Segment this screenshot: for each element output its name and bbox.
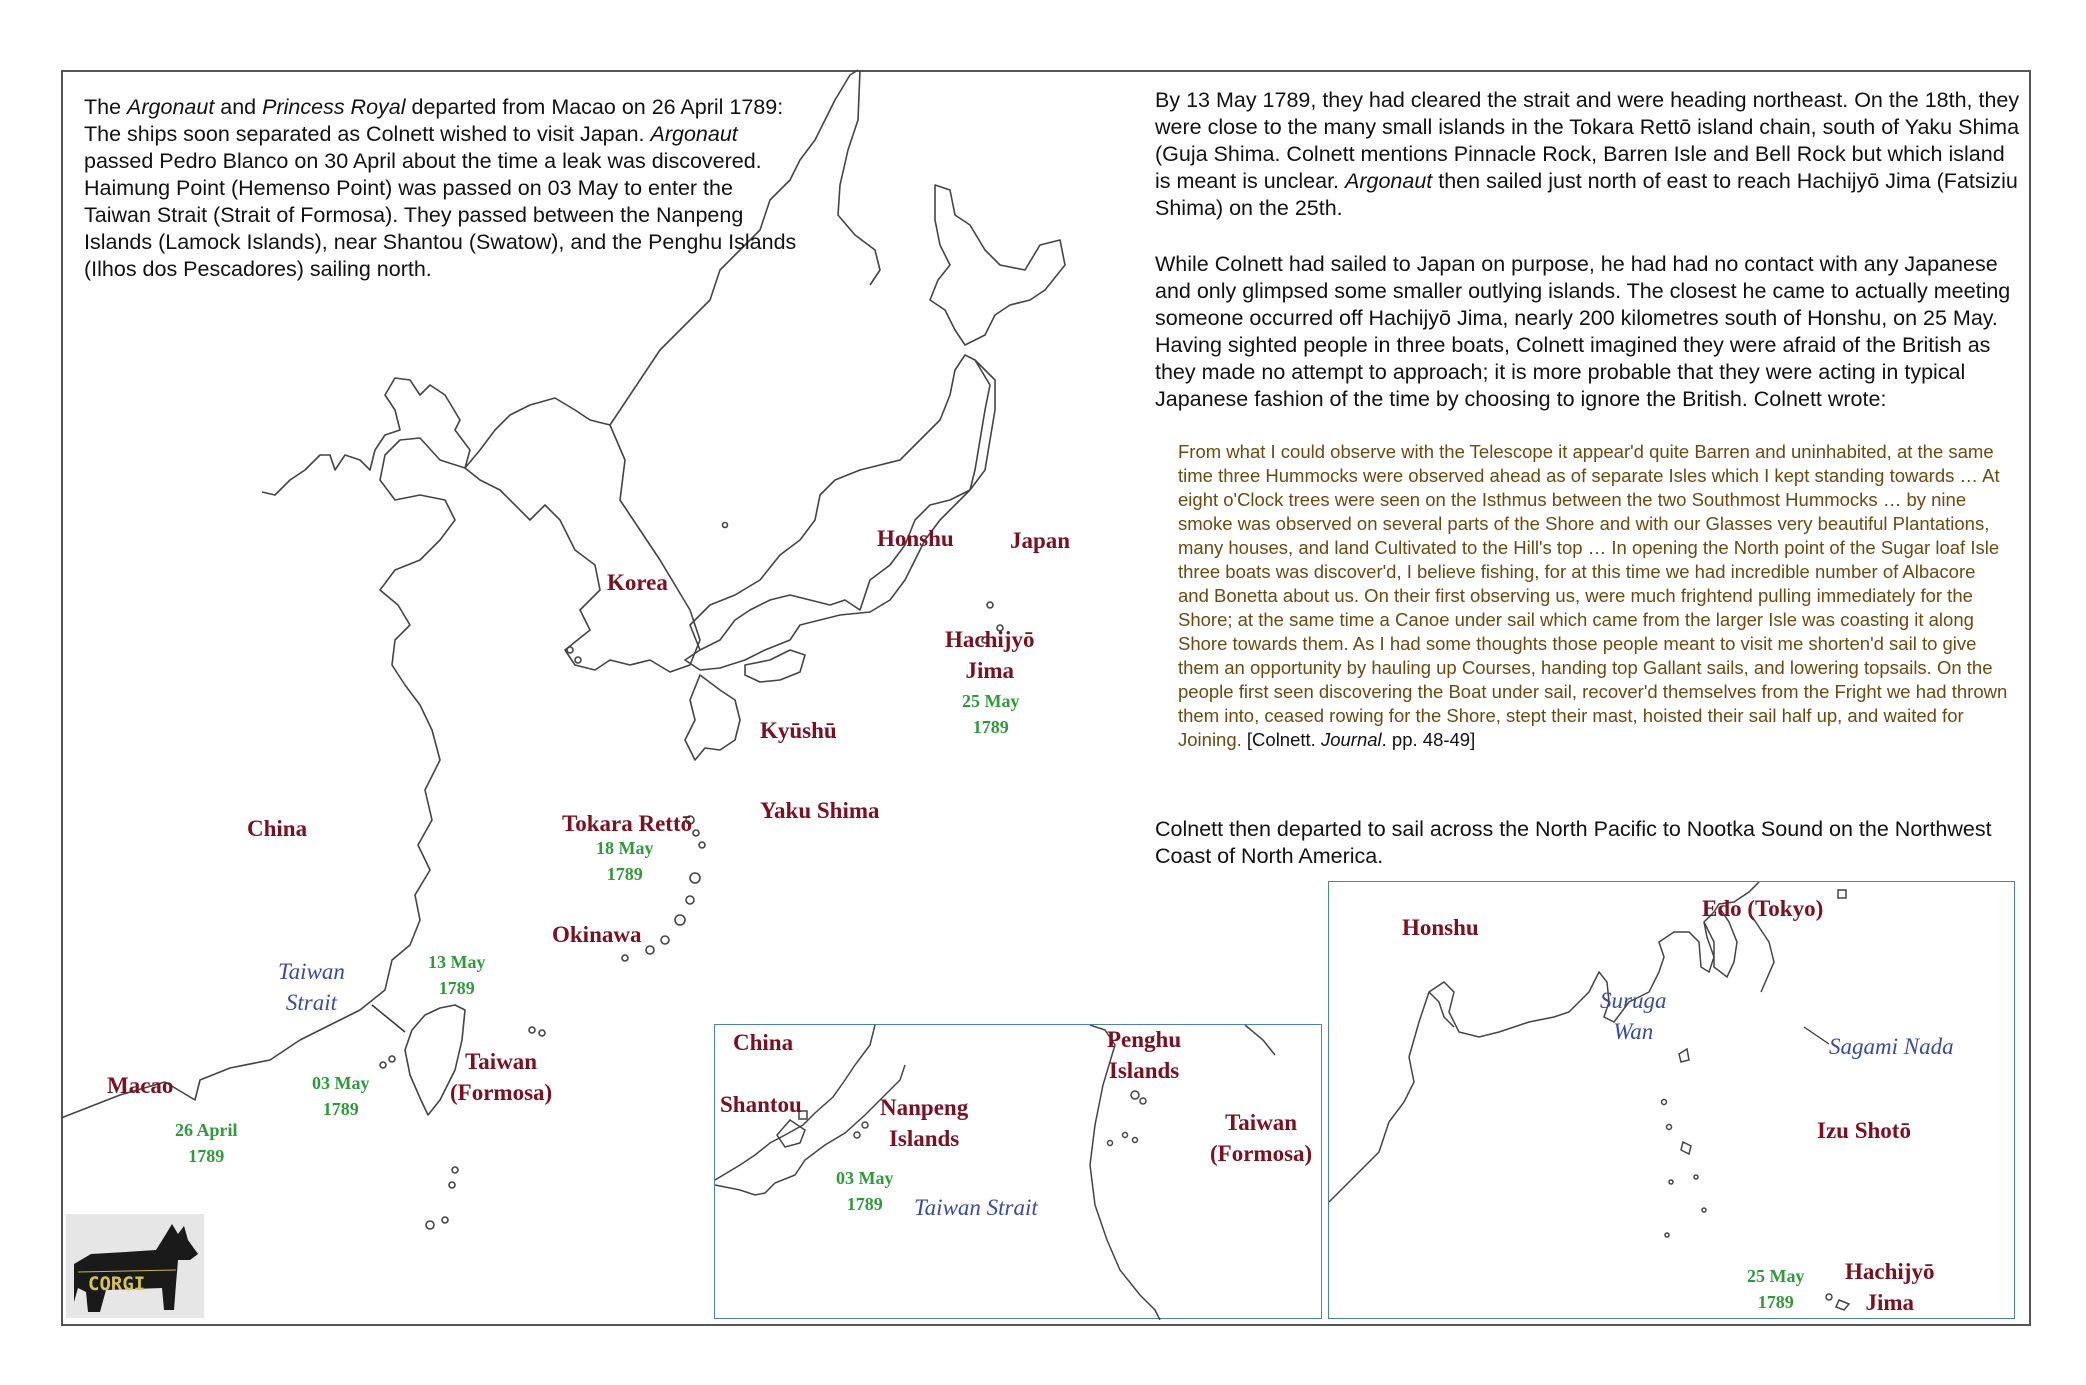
label-japan: Japan [1010, 528, 1071, 553]
label-korea: Korea [607, 570, 668, 595]
date-18-may: 18 May 1789 [596, 838, 654, 884]
inset-label-suruga: Suruga Wan [1600, 988, 1667, 1044]
intro-text-c: departed from Macao on 26 April 1789: The ships soon separated as Colnett wished to visit Japan. [84, 95, 784, 146]
inset-date-25-may: 25 May 1789 [1747, 1266, 1805, 1312]
p2-text-a: By 13 May 1789, they had cleared the strait and were heading northeast. On the 18th, they were close to the many small islands in the Tokara Rettō island chain, south of Yaku Shima (Guja Shima. Colnett mentions Pinnacle Rock, Barren Isle and Bell Rock but which island is meant is unclear. [1155, 88, 2020, 193]
right-paragraph-2: While Colnett had sailed to Japan on purpose, he had had no contact with any Japanese and only glimpsed some smaller outlying islands. The closest he came to actually meeting someone occurred off Hachijyō Jima, nearly 200 kilometres south of Honshu, on 25 May. Having sighted people in three boats, Colnett imagined they were afraid of the British as they made no attempt to approach; it is more probable that they were acting in typical Japanese fashion of the time by choosing to ignore the British. Colnett wrote: [1155, 252, 2011, 411]
inset-strait-coastlines [715, 1025, 1323, 1320]
intro-text-d: passed Pedro Blanco on 30 April about the time a leak was discovered. Haimung Point (Hemenso Point) was passed on 03 May to enter the Taiwan Strait (Strait of Formosa). They passed between the Nanpeng Islands (Lamock Islands), near Shantou (Swatow), and the Penghu Islands (Ilhos dos Pescadores) sailing north. [84, 149, 797, 281]
label-macao: Macao [107, 1073, 174, 1098]
inset-label-taiwan-strait: Taiwan Strait [914, 1195, 1038, 1220]
inset-date-03-may: 03 May 1789 [836, 1168, 894, 1214]
corgi-logo-image [66, 1214, 204, 1318]
inset-label-hachijyo: Hachijyō Jima [1845, 1259, 1935, 1315]
corgi-logo-text: CORGI [88, 1273, 146, 1295]
label-china: China [247, 816, 308, 841]
right-paragraph-4: Colnett then departed to sail across the North Pacific to Nootka Sound on the Northwest Coast of North America. [1155, 817, 1992, 868]
inset-label-penghu: Penghu Islands [1107, 1027, 1182, 1083]
p2-text-b: then sailed just north of east to reach Hachijyō Jima (Fatsiziu Shima) on the 25th. [1155, 169, 2018, 220]
korea-coast [465, 398, 700, 672]
sakhalin-coast [838, 70, 880, 285]
right-paragraph-1 [1155, 87, 2025, 222]
label-okinawa: Okinawa [552, 922, 642, 947]
inset-taiwan-strait [714, 1024, 1322, 1319]
inset-izu [1328, 881, 2015, 1319]
inset-label-china: China [733, 1030, 794, 1055]
label-kyushu: Kyūshū [760, 718, 837, 743]
inset-label-izu: Izu Shotō [1817, 1118, 1911, 1143]
label-tokara: Tokara Rettō [562, 811, 693, 836]
mainland-coast [61, 378, 470, 1118]
inset-label-shantou: Shantou [720, 1092, 802, 1117]
honshu-north-coast [690, 355, 975, 650]
inset-label-taiwan: Taiwan (Formosa) [1210, 1110, 1313, 1166]
corgi-logo [66, 1214, 204, 1318]
intro-paragraph [84, 94, 804, 283]
inset-label-honshu-jp: Honshu [1402, 915, 1479, 940]
date-26-april: 26 April 1789 [175, 1120, 238, 1166]
colnett-quote [1178, 440, 2008, 752]
date-03-may: 03 May 1789 [312, 1073, 370, 1119]
ship-princess-royal: Princess Royal [262, 95, 406, 119]
label-yaku: Yaku Shima [760, 798, 880, 823]
intro-text-b: and [214, 95, 263, 119]
label-honshu: Honshu [877, 526, 954, 551]
quote-text: From what I could observe with the Telescope it appear'd quite Barren and uninhabited, at the same time three Hummocks were observed ahead as of separate Isles which I kept standing towards … At eight o'Clock trees were seen on the Isthmus between the two Southmost Hummocks … by nine smoke was observed on several parts of the Shore and with our Glasses very beautiful Plantations, many houses, and land Cultivated to the Hill's top … In opening the North point of the Sugar loaf Isle three boats was discover'd, I believe fishing, for at this time we had incredible number of Albacore and Bonetta about us. On their first observing us, were much frightend pulling immediately for the Shore; at the same time a Canoe under sail which came from the larger Isle was coasting it along Shore towards them. As I had some thoughts those people meant to visit me shorten'd sail to give them an opportunity by hauling up Courses, handing top Gallant sails, and lowering topsails. On the people first seen discovering the Boat under sail, recover'd themselves from the Fright we had thrown them into, ceased rowing for the Shore, stept their mast, hoisted their sail half up, and waited for Joining. [1178, 441, 2008, 750]
strait-pointer [372, 1005, 405, 1032]
inset-label-nanpeng: Nanpeng Islands [880, 1095, 969, 1151]
ship-argonaut-2: Argonaut [650, 122, 738, 146]
inset-izu-coastlines [1329, 882, 2016, 1320]
ship-argonaut: Argonaut [127, 95, 215, 119]
hokkaido-coast [930, 185, 1065, 345]
label-taiwan-strait: Taiwan Strait [278, 959, 345, 1015]
kyushu-coast [685, 675, 740, 760]
inset-label-sagami: Sagami Nada [1829, 1034, 1954, 1059]
intro-text-a: The [84, 95, 128, 119]
date-13-may: 13 May 1789 [428, 952, 486, 998]
label-taiwan: Taiwan (Formosa) [450, 1049, 553, 1105]
citation: [Colnett. Journal. pp. 48-49] [1246, 729, 1476, 750]
date-25-may: 25 May 1789 [962, 691, 1020, 737]
ship-argonaut-3: Argonaut [1345, 169, 1433, 193]
label-hachijyo: Hachijyō Jima [945, 627, 1035, 683]
inset-label-edo: Edo (Tokyo) [1702, 896, 1824, 921]
